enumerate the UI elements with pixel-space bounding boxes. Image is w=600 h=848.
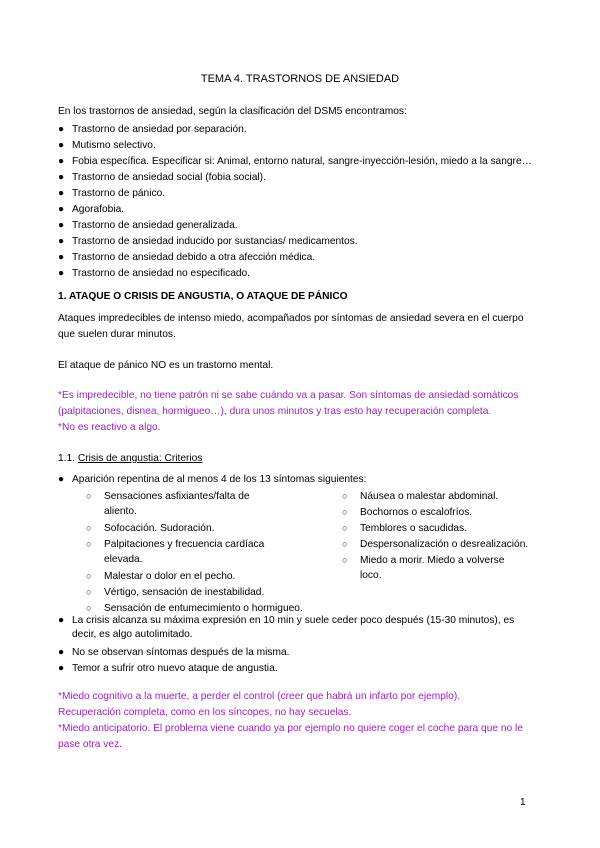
bullet-icon: ● [58,188,65,199]
disorder-text: Mutismo selectivo. [72,140,156,151]
circle-bullet-icon: ○ [342,555,348,565]
disorder-list-item [58,202,124,218]
symptom-text: Temblores o sacudidas. [360,523,468,534]
criteria-text: No se observan síntomas después de la misma. [72,647,290,658]
disorder-text: Agorafobia. [72,204,125,215]
disorder-list-item [58,250,315,266]
bullet-icon: ● [58,172,65,183]
criteria-bullet-1 [58,472,366,488]
disorder-list-item [58,266,250,282]
symptom-text: loco. [360,570,382,581]
criteria-bullet-2-cont: decir, es algo autolimitado. [72,629,193,640]
note-unpredictable-line-1: *Es impredecible, no tiene patrón ni se sabe cuándo va a pasar. Son síntomas de ansiedad somáticos [58,390,519,401]
symptom-item-cont [360,568,382,584]
bullet-icon: ● [58,663,65,674]
disorder-text: Trastorno de ansiedad no especificado. [72,268,251,279]
symptom-item-cont [104,504,137,520]
symptom-item [342,520,467,537]
bullet-icon: ● [58,156,65,167]
circle-bullet-icon: ○ [86,539,92,549]
bullet-icon: ● [58,220,65,231]
criteria-bullet-3 [58,645,289,661]
circle-bullet-icon: ○ [86,571,92,581]
symptom-item [342,488,498,505]
bullet-icon: ● [58,252,65,263]
symptom-text: Miedo a morir. Miedo a volverse [360,555,505,566]
symptom-item-cont [104,552,143,568]
intro-text: En los trastornos de ansiedad, según la clasificación del DSM5 encontramos: [58,106,407,117]
bullet-icon: ● [58,268,65,279]
subsection-heading [58,453,202,464]
disorder-list-item [58,234,358,250]
symptom-text: Bochornos o escalofríos. [360,507,473,518]
circle-bullet-icon: ○ [342,523,348,533]
symptom-text: Náusea o malestar abdominal. [360,491,499,502]
symptom-text: Vértigo, sensación de inestabilidad. [104,587,265,598]
bullet-icon: ● [58,204,65,215]
circle-bullet-icon: ○ [342,491,348,501]
circle-bullet-icon: ○ [86,523,92,533]
subsection-title: Crisis de angustia: Criterios [77,453,203,464]
circle-bullet-icon: ○ [86,603,92,613]
subsection-number: 1.1. [58,453,75,464]
bullet-icon: ● [58,236,65,247]
symptom-text: Sensación de entumecimiento o hormigueo. [104,603,303,614]
bullet-icon: ● [58,615,65,626]
disorder-text: Trastorno de ansiedad inducido por sustancias/ medicamentos. [72,236,358,247]
symptom-item [86,536,264,553]
criteria-bullet-2 [58,613,514,629]
page-title: TEMA 4. TRASTORNOS DE ANSIEDAD [200,73,400,85]
symptom-text: elevada. [104,554,143,565]
symptom-item [86,584,264,601]
bullet-icon: ● [58,140,65,151]
symptom-text: aliento. [104,506,137,517]
bullet-icon: ● [58,647,65,658]
symptom-item [342,504,472,521]
criteria-text: Aparición repentina de al menos 4 de los 13 síntomas siguientes: [72,474,367,485]
disorder-list-item [58,122,247,138]
not-mental-disorder-text: El ataque de pánico NO es un trastorno mental. [58,360,274,371]
note-cognitive-line-1: *Miedo cognitivo a la muerte, a perder el control (creer que habrá un infarto por ejemplo). [58,691,461,702]
note-unpredictable-line-2: (palpitaciones, disnea, hormigueo…), dura unos minutos y tras esto hay recuperación completa. [58,406,492,417]
note-not-reactive: *No es reactivo a algo. [58,422,161,433]
bullet-icon: ● [58,124,65,135]
page-number: 1 [520,797,526,808]
symptom-item [86,568,235,585]
disorder-text: Trastorno de ansiedad por separación. [72,124,247,135]
symptom-text: Malestar o dolor en el pecho. [104,571,236,582]
symptom-text: Sofocación. Sudoración. [104,523,215,534]
symptom-item [86,520,214,537]
symptom-text: Palpitaciones y frecuencia cardíaca [104,539,265,550]
symptom-item [342,552,504,569]
symptom-item [86,488,250,505]
symptom-text: Despersonalización o desrealización. [360,539,529,550]
criteria-text: La crisis alcanza su máxima expresión en 10 min y suele ceder poco después (15-30 minutos), es [72,615,515,626]
disorder-text: Trastorno de ansiedad social (fobia social). [72,172,266,183]
definition-line-1: Ataques impredecibles de intenso miedo, acompañados por síntomas de ansiedad severa en el cuerpo [58,313,524,324]
symptom-text: Sensaciones asfixiantes/falta de [104,491,250,502]
disorder-list-item [58,154,532,170]
disorder-list-item [58,170,266,186]
disorder-list-item [58,186,165,202]
note-anticipatory-line-1: *Miedo anticipatorio. El problema viene cuando ya por ejemplo no quiere coger el coche para que no le [58,723,523,734]
symptom-item [342,536,528,553]
note-cognitive-line-2: Recuperación completa, como en los síncopes, no hay secuelas. [58,707,352,718]
circle-bullet-icon: ○ [86,491,92,501]
criteria-text: Temor a sufrir otro nuevo ataque de angustia. [72,663,278,674]
definition-line-2: que suelen durar minutos. [58,329,176,340]
disorder-text: Trastorno de ansiedad generalizada. [72,220,238,231]
circle-bullet-icon: ○ [86,587,92,597]
criteria-bullet-4 [58,661,278,677]
disorder-text: Fobia específica. Especificar si: Animal, entorno natural, sangre-inyección-lesión, miedo a la sangre… [72,156,532,167]
disorder-list-item [58,138,156,154]
note-anticipatory-line-2: pase otra vez. [58,739,122,750]
circle-bullet-icon: ○ [342,539,348,549]
circle-bullet-icon: ○ [342,507,348,517]
section-heading: 1. ATAQUE O CRISIS DE ANGUSTIA, O ATAQUE DE PÁNICO [58,291,348,302]
bullet-icon: ● [58,474,65,485]
disorder-list-item [58,218,238,234]
disorder-text: Trastorno de pánico. [72,188,166,199]
disorder-text: Trastorno de ansiedad debido a otra afección médica. [72,252,316,263]
